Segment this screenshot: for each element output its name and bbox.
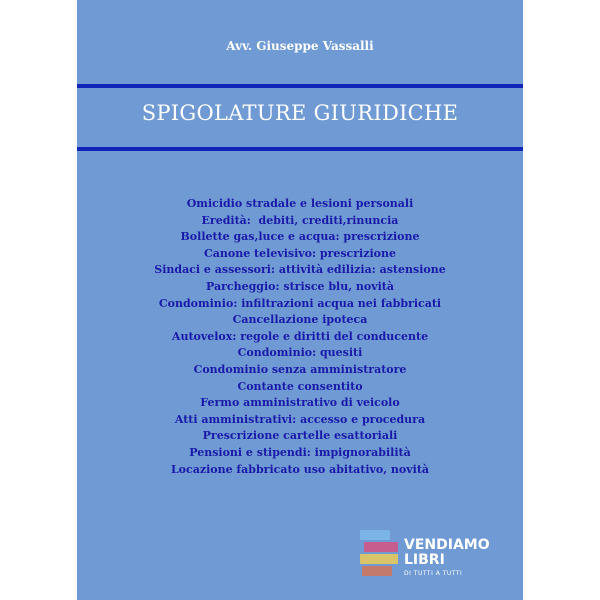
title-top-rule [77, 84, 523, 88]
contents-item: Locazione fabbricato uso abitativo, novità [170, 462, 430, 476]
contents-item: Canone televisivo: prescrizione [204, 246, 396, 260]
contents-item: Parcheggio: strisce blu, novità [206, 279, 394, 293]
publisher-name [404, 538, 490, 568]
contents-item: Omicidio stradale e lesioni personali [186, 197, 414, 210]
contents-item: Pensioni e stipendi: impignorabilità [189, 445, 411, 459]
book-cover [77, 0, 523, 600]
contents-item: Condominio: quesiti [237, 346, 363, 360]
contents-item: Atti amministrativi: accesso e procedura [174, 412, 426, 426]
contents-list [77, 196, 523, 478]
book-stack-icon [362, 566, 392, 576]
contents-item: Contante consentito [237, 379, 363, 393]
contents-item: Bollette gas,luce e acqua: prescrizione [180, 230, 420, 244]
contents-item: Cancellazione ipoteca [232, 313, 368, 327]
book-title: SPIGOLATURE GIURIDICHE [141, 101, 459, 125]
contents-item: Condominio: infiltrazioni acqua nei fabbricati [158, 296, 442, 310]
title-bottom-rule [77, 147, 523, 151]
contents-item: Eredità: debiti, crediti,rinuncia [201, 213, 399, 227]
publisher-name-line2: LIBRI [404, 552, 445, 568]
publisher-logo [360, 530, 500, 590]
book-stack-icon [360, 554, 398, 564]
contents-item: Autovelox: regole e diritti del conducente [171, 329, 429, 343]
book-stack-icon [364, 542, 398, 552]
contents-item: Prescrizione cartelle esattoriali [202, 429, 398, 443]
publisher-tagline: DI TUTTI A TUTTI [404, 570, 463, 577]
publisher-name-line1: VENDIAMO [404, 537, 490, 553]
contents-item: Fermo amministrativo di veicolo [200, 396, 400, 410]
contents-item: Condominio senza amministratore [193, 362, 407, 376]
contents-item: Sindaci e assessori: attività edilizia: astensione [154, 263, 446, 277]
book-stack-icon [360, 530, 390, 540]
author-name: Avv. Giuseppe Vassalli [226, 39, 374, 53]
